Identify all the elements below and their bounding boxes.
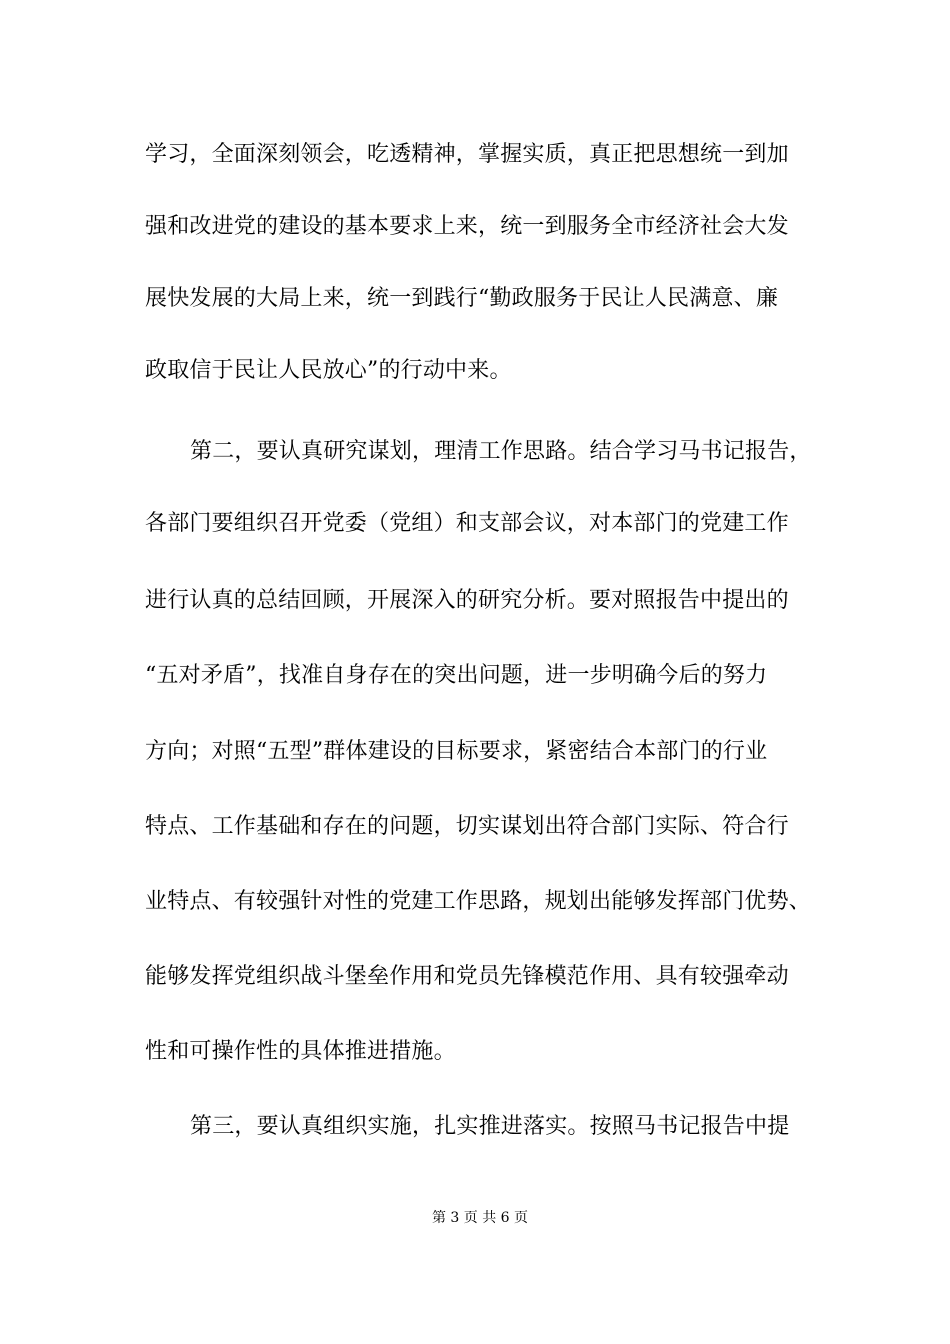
text-line-3: 展快发展的大局上来，统一到践行“勤政服务于民让人民满意、廉 — [145, 286, 779, 311]
text-line-12: 能够发挥党组织战斗堡垒作用和党员先锋模范作用、具有较强牵动 — [145, 964, 789, 989]
text-line-9: 方向；对照“五型”群体建设的目标要求，紧密结合本部门的行业 — [145, 739, 768, 764]
text-line-8: “五对矛盾”，找准自身存在的突出问题，进一步明确今后的努力 — [145, 663, 768, 688]
text-line-1: 学习，全面深刻领会，吃透精神，掌握实质，真正把思想统一到加 — [145, 142, 789, 167]
text-line-4: 政取信于民让人民放心”的行动中来。 — [145, 358, 512, 383]
text-line-10: 特点、工作基础和存在的问题，切实谋划出符合部门实际、符合行 — [145, 814, 789, 839]
text-line-6: 各部门要组织召开党委（党组）和支部会议，对本部门的党建工作 — [145, 511, 789, 536]
text-line-13: 性和可操作性的具体推进措施。 — [145, 1039, 456, 1064]
text-line-11: 业特点、有较强针对性的党建工作思路，规划出能够发挥部门优势、 — [145, 889, 812, 914]
page-footer: 第 3 页 共 6 页 — [431, 1210, 529, 1226]
paragraph-2-first-line: 第二，要认真研究谋划，理清工作思路。结合学习马书记报告， — [190, 439, 812, 464]
text-line-7: 进行认真的总结回顾，开展深入的研究分析。要对照报告中提出的 — [145, 588, 789, 613]
paragraph-3-first-line: 第三，要认真组织实施，扎实推进落实。按照马书记报告中提 — [190, 1114, 790, 1139]
text-line-2: 强和改进党的建设的基本要求上来，统一到服务全市经济社会大发 — [145, 214, 789, 239]
